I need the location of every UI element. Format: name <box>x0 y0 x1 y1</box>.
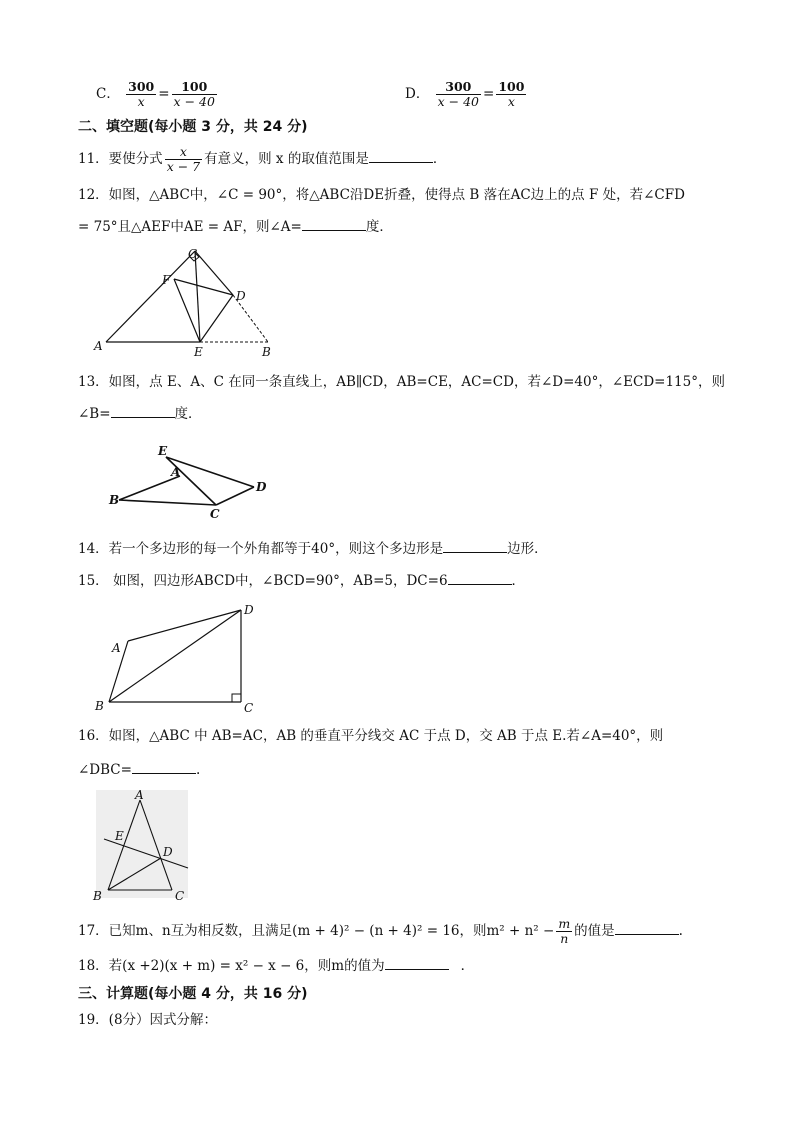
fig16-label-D: D <box>163 845 173 859</box>
answer-blank[interactable] <box>615 920 679 935</box>
fig16-label-B: B <box>93 889 102 902</box>
answer-blank[interactable] <box>443 538 507 553</box>
fig12-label-A: A <box>94 339 103 353</box>
fig13-label-A: A <box>171 465 181 479</box>
fig12-label-F: F <box>162 273 171 287</box>
figure-13 <box>104 440 274 522</box>
fig12-label-E: E <box>194 345 203 359</box>
answer-blank[interactable] <box>448 570 512 585</box>
answer-blank[interactable] <box>132 759 196 774</box>
figure-16 <box>90 788 194 902</box>
question-19: 19．(8分）因式分解： <box>78 1012 218 1028</box>
question-12-line1: 12．如图，△ABC中，∠C = 90°，将△ABC沿DE折叠，使得点 B 落在AC边上的点 F 处，若∠CFD <box>78 187 685 203</box>
fig15-label-A: A <box>112 641 121 655</box>
option-c: C． $\frac{300}{x}$ = $\frac{100}{x - 40}$ <box>96 79 215 109</box>
fig12-label-B: B <box>262 345 271 359</box>
section-3-heading: 三、计算题(每小题 4 分，共 16 分) <box>78 986 308 1002</box>
answer-blank[interactable] <box>111 403 175 418</box>
fig15-label-B: B <box>95 699 104 713</box>
answer-blank[interactable] <box>369 148 433 163</box>
section-2-heading: 二、填空题(每小题 3 分，共 24 分) <box>78 119 308 135</box>
option-c-left-fraction: $\frac{300}{x}$ <box>128 79 155 109</box>
question-16-line2: ∠DBC= . <box>78 759 734 780</box>
option-c-right-fraction: $\frac{100}{x - 40}$ <box>173 79 215 109</box>
question-16-line1: 16．如图，△ABC 中 AB=AC，AB 的垂直平分线交 AC 于点 D，交 AB 于点 E.若∠A=40°，则 <box>78 728 664 744</box>
question-18: 18．若(x +2)(x + m) = x² − x − 6，则m的值为 ． <box>78 955 734 976</box>
option-d-right-fraction: $\frac{100}{x}$ <box>498 79 525 109</box>
fig16-label-A: A <box>135 788 144 802</box>
fig13-label-E: E <box>158 444 168 458</box>
q17-fraction: $\frac{m}{n}$ <box>558 916 571 946</box>
fig16-label-E: E <box>115 829 124 843</box>
option-d: D． $\frac{300}{x - 40}$ = $\frac{100}{x}$ <box>405 79 525 109</box>
figure-15 <box>90 598 260 716</box>
fig13-label-B: B <box>109 493 120 507</box>
question-13-line1: 13．如图，点 E、A、C 在同一条直线上，AB∥CD，AB=CE，AC=CD，若∠D=40°，∠ECD=115°，则 <box>78 374 725 390</box>
question-14: 14．若一个多边形的每一个外角都等于40°，则这个多边形是 边形． <box>78 538 734 559</box>
answer-blank[interactable] <box>385 955 449 970</box>
figure-12 <box>90 248 290 360</box>
question-11: 11．要使分式 $\frac{x}{x - 7}$ 有意义，则 x 的取值范围是 ． <box>78 144 447 174</box>
question-17: 17．已知m、n互为相反数，且满足(m + 4)² − (n + 4)² = 16，则m² + n² − $\frac{m}{n}$ 的值是 . <box>78 916 683 946</box>
fig13-label-C: C <box>210 507 220 521</box>
question-13-line2: ∠B= 度． <box>78 403 734 424</box>
option-d-left-fraction: $\frac{300}{x - 40}$ <box>437 79 480 109</box>
fig12-label-C: C <box>188 248 198 261</box>
fig13-label-D: D <box>256 480 267 494</box>
fig12-label-D: D <box>236 289 246 303</box>
fig16-label-C: C <box>175 889 185 902</box>
question-12-line2: = 75°且△AEF中AE = AF，则∠A= 度． <box>78 216 734 237</box>
fig15-label-C: C <box>244 701 254 715</box>
question-15: 15． 如图，四边形ABCD中，∠BCD=90°，AB=5，DC=6 ． <box>78 570 734 591</box>
q11-fraction: $\frac{x}{x - 7}$ <box>166 144 201 174</box>
answer-blank[interactable] <box>302 216 366 231</box>
fig15-label-D: D <box>244 603 254 617</box>
